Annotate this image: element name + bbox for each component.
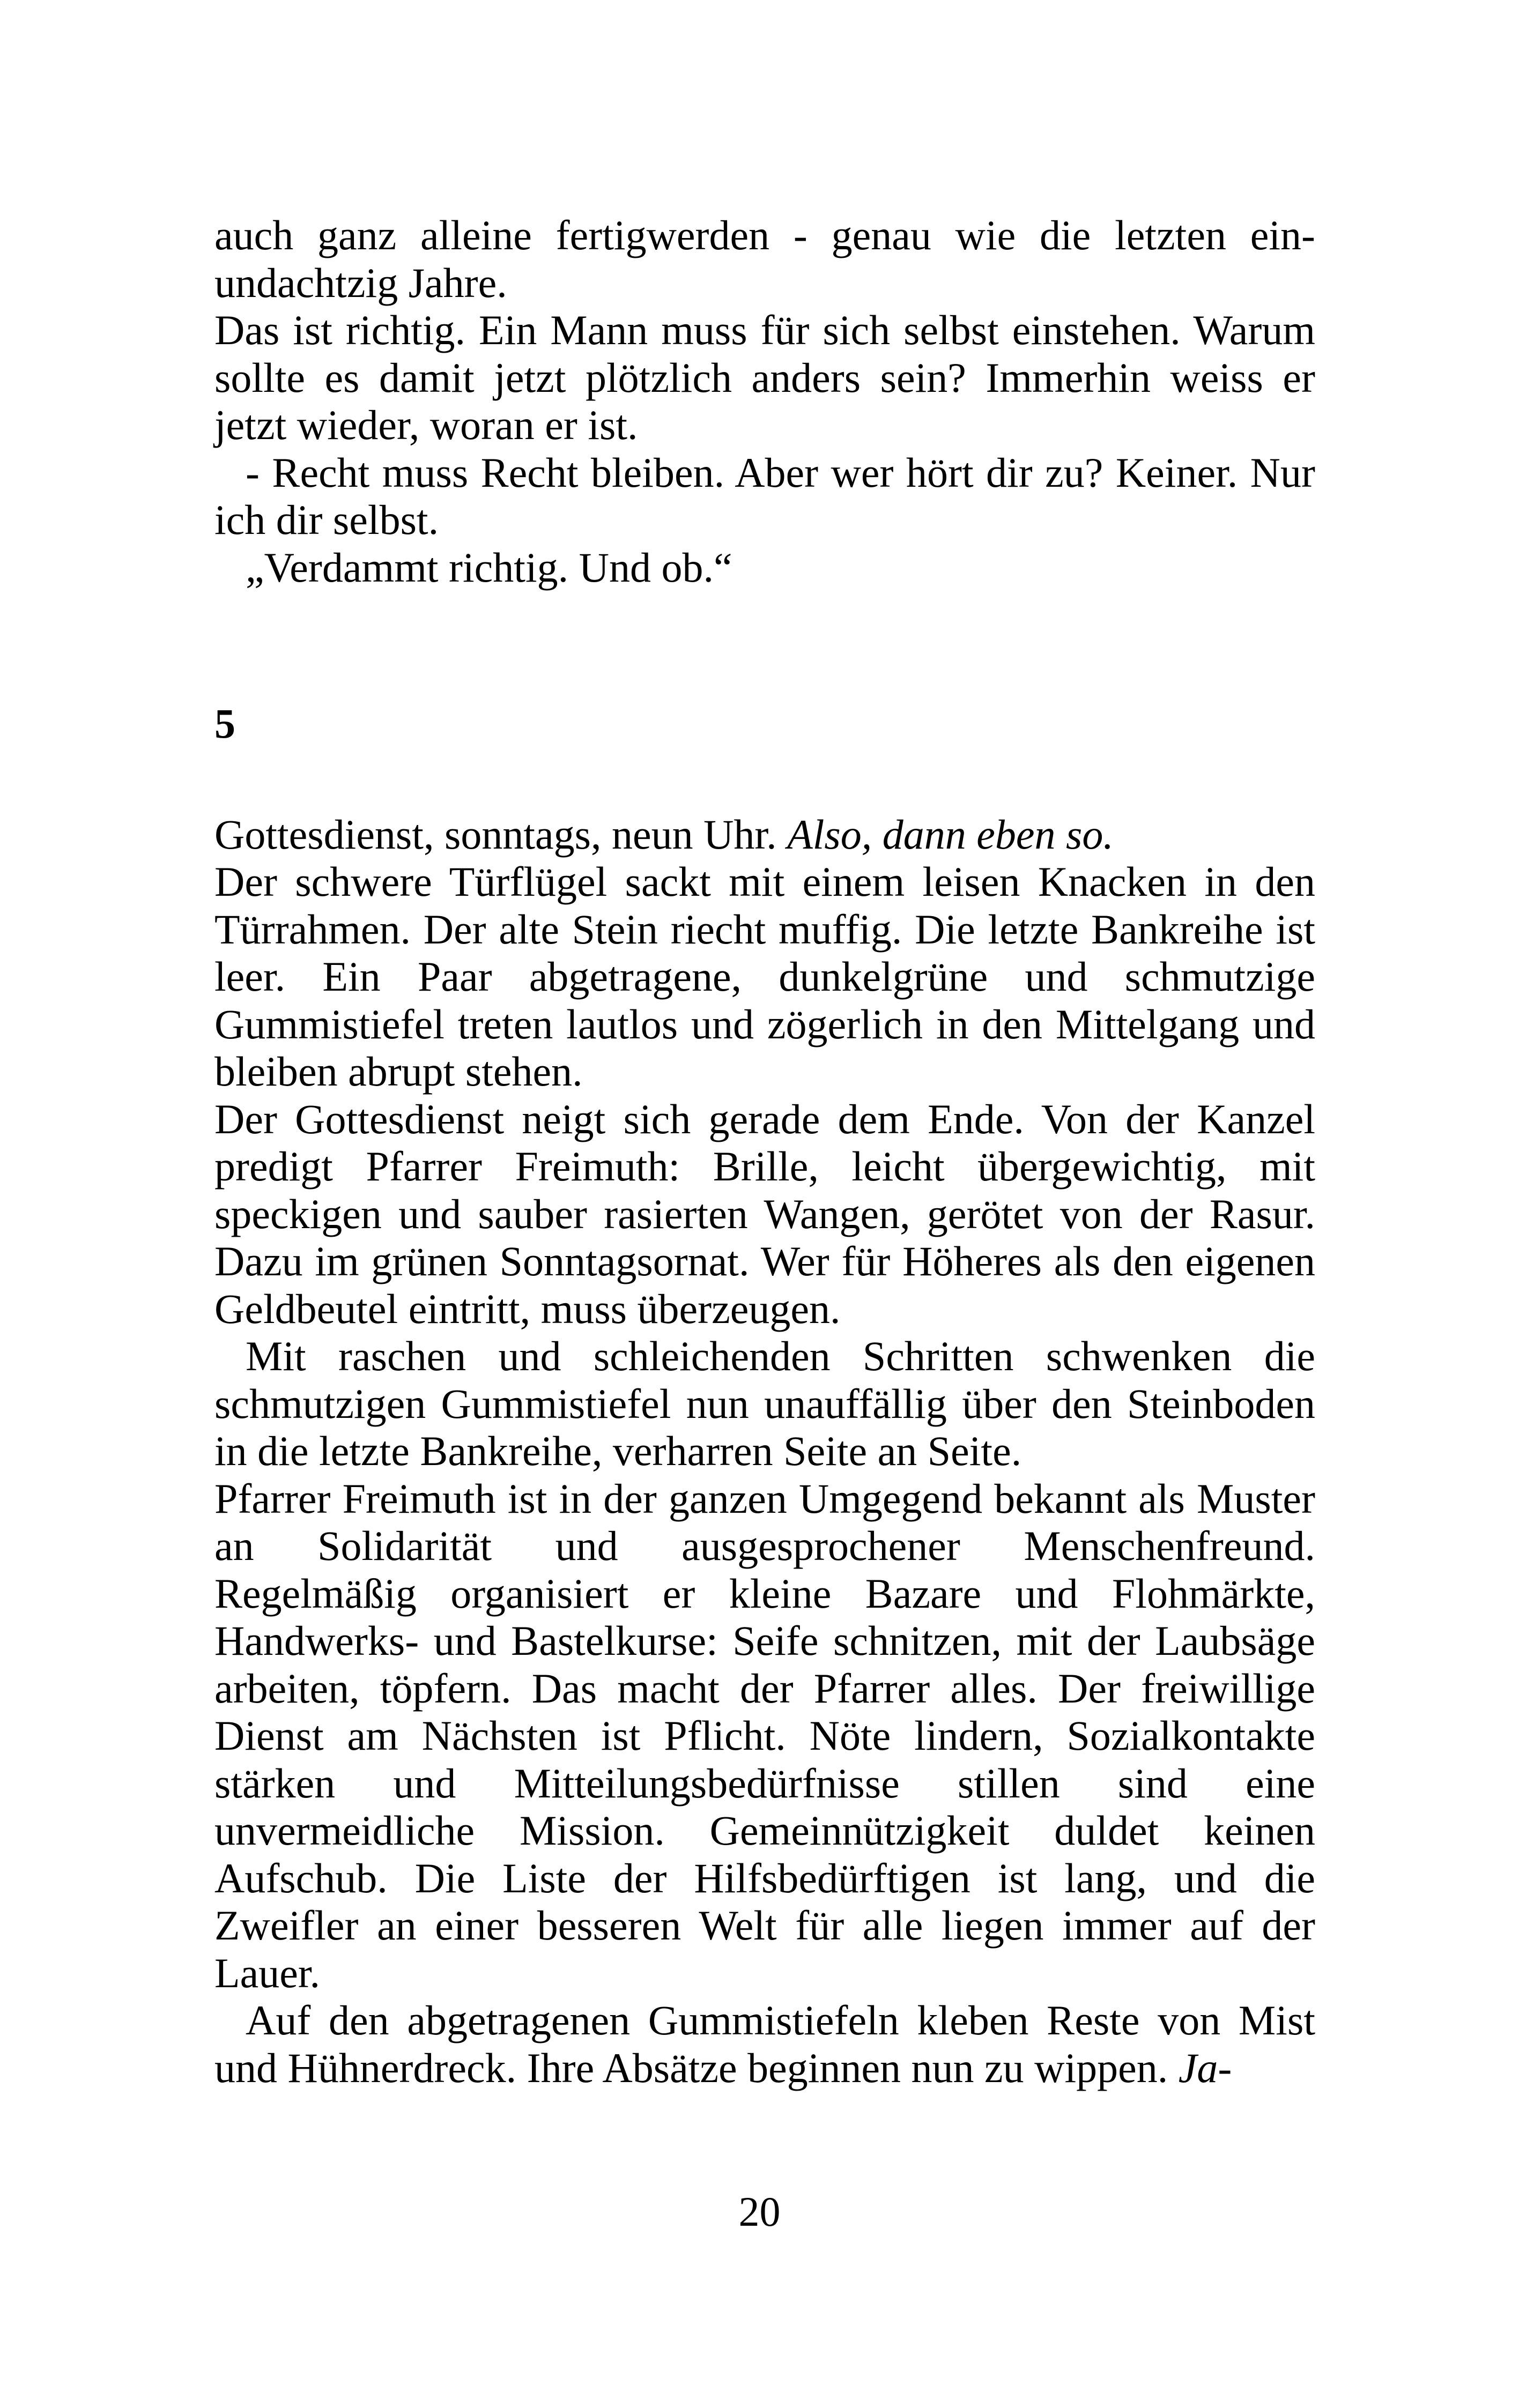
paragraph-gottesdienst-italic: Also, dann eben so. [787,811,1114,858]
paragraph-gummistiefel [214,1997,1315,2092]
page-body [214,212,1315,2092]
section-spacer [214,591,1315,700]
paragraph-gummistiefel-italic: Ja- [1178,2044,1232,2091]
paragraph-continued: auch ganz alleine fertigwerden - genau wie die letzten einundachtzig Jahre. [214,212,1315,306]
paragraph-gummistiefel-plain: Auf den abgetragenen Gummistiefeln kleben Reste von Mist und Hühnerdreck. Ihre Absätze beginnen nun zu wippen. [214,1997,1315,2091]
paragraph-quote-verdammt: „Verdammt richtig. Und ob.“ [246,544,732,591]
heading-spacer [214,748,1315,811]
page-number: 20 [738,2188,781,2235]
paragraph-tuerfluegel: Der schwere Türflügel sackt mit einem leisen Knacken in den Türrahmen. Der alte Stein riecht muffig. Die letzte Bankreihe ist leer. Ein Paar abgetragene, dunkelgrüne und schmutzige Gummistiefel treten lautlos und zögerlich in den Mittelgang und bleiben abrupt stehen. [214,858,1315,1095]
paragraph-pfarrer-freimuth: Pfarrer Freimuth ist in der ganzen Umgegend bekannt als Muster an Solidarität und ausgesprochener Menschenfreund. Regelmäßig organisiert er kleine Bazare und Flohmärkte, Handwerks- und Bastelkurse: Seife schnitzen, mit der Laubsäge arbeiten, töpfern. Das macht der Pfarrer alles. Der freiwillige Dienst am Nächsten ist Pflicht. Nöte lindern, Sozialkontakte stärken und Mitteilungsbedürfnisse stillen sind eine unvermeidliche Mission. Gemeinnützigkeit duldet keinen Aufschub. Die Liste der Hilfsbedürftigen ist lang, und die Zweifler an einer besseren Welt für alle liegen immer auf der Lauer. [214,1475,1315,1996]
paragraph-das-ist-richtig: Das ist richtig. Ein Mann muss für sich selbst einstehen. Warum sollte es damit jetzt plötzlich anders sein? Immerhin weiss er jetzt wieder, woran er ist. [214,307,1315,448]
chapter-heading: 5 [214,700,235,747]
paragraph-pfarrer-predigt: Der Gottesdienst neigt sich gerade dem Ende. Von der Kanzel predigt Pfarrer Freimuth: Brille, leicht übergewichtig, mit speckigen und sauber rasierten Wangen, gerötet von der Rasur. Dazu im grünen Sonntagsornat. Wer für Höheres als den eigenen Geldbeutel eintritt, muss überzeugen. [214,1095,1315,1332]
paragraph-gottesdienst [214,811,1315,859]
paragraph-gottesdienst-plain: Gottesdienst, sonntags, neun Uhr. [214,811,788,858]
paragraph-schritte: Mit raschen und schleichenden Schritten schwenken die schmutzigen Gummistiefel nun unauffällig über den Steinboden in die letzte Bankreihe, verharren Seite an Seite. [214,1333,1315,1474]
paragraph-recht-muss-recht-bleiben: - Recht muss Recht bleiben. Aber wer hört dir zu? Keiner. Nur ich dir selbst. [214,449,1315,543]
